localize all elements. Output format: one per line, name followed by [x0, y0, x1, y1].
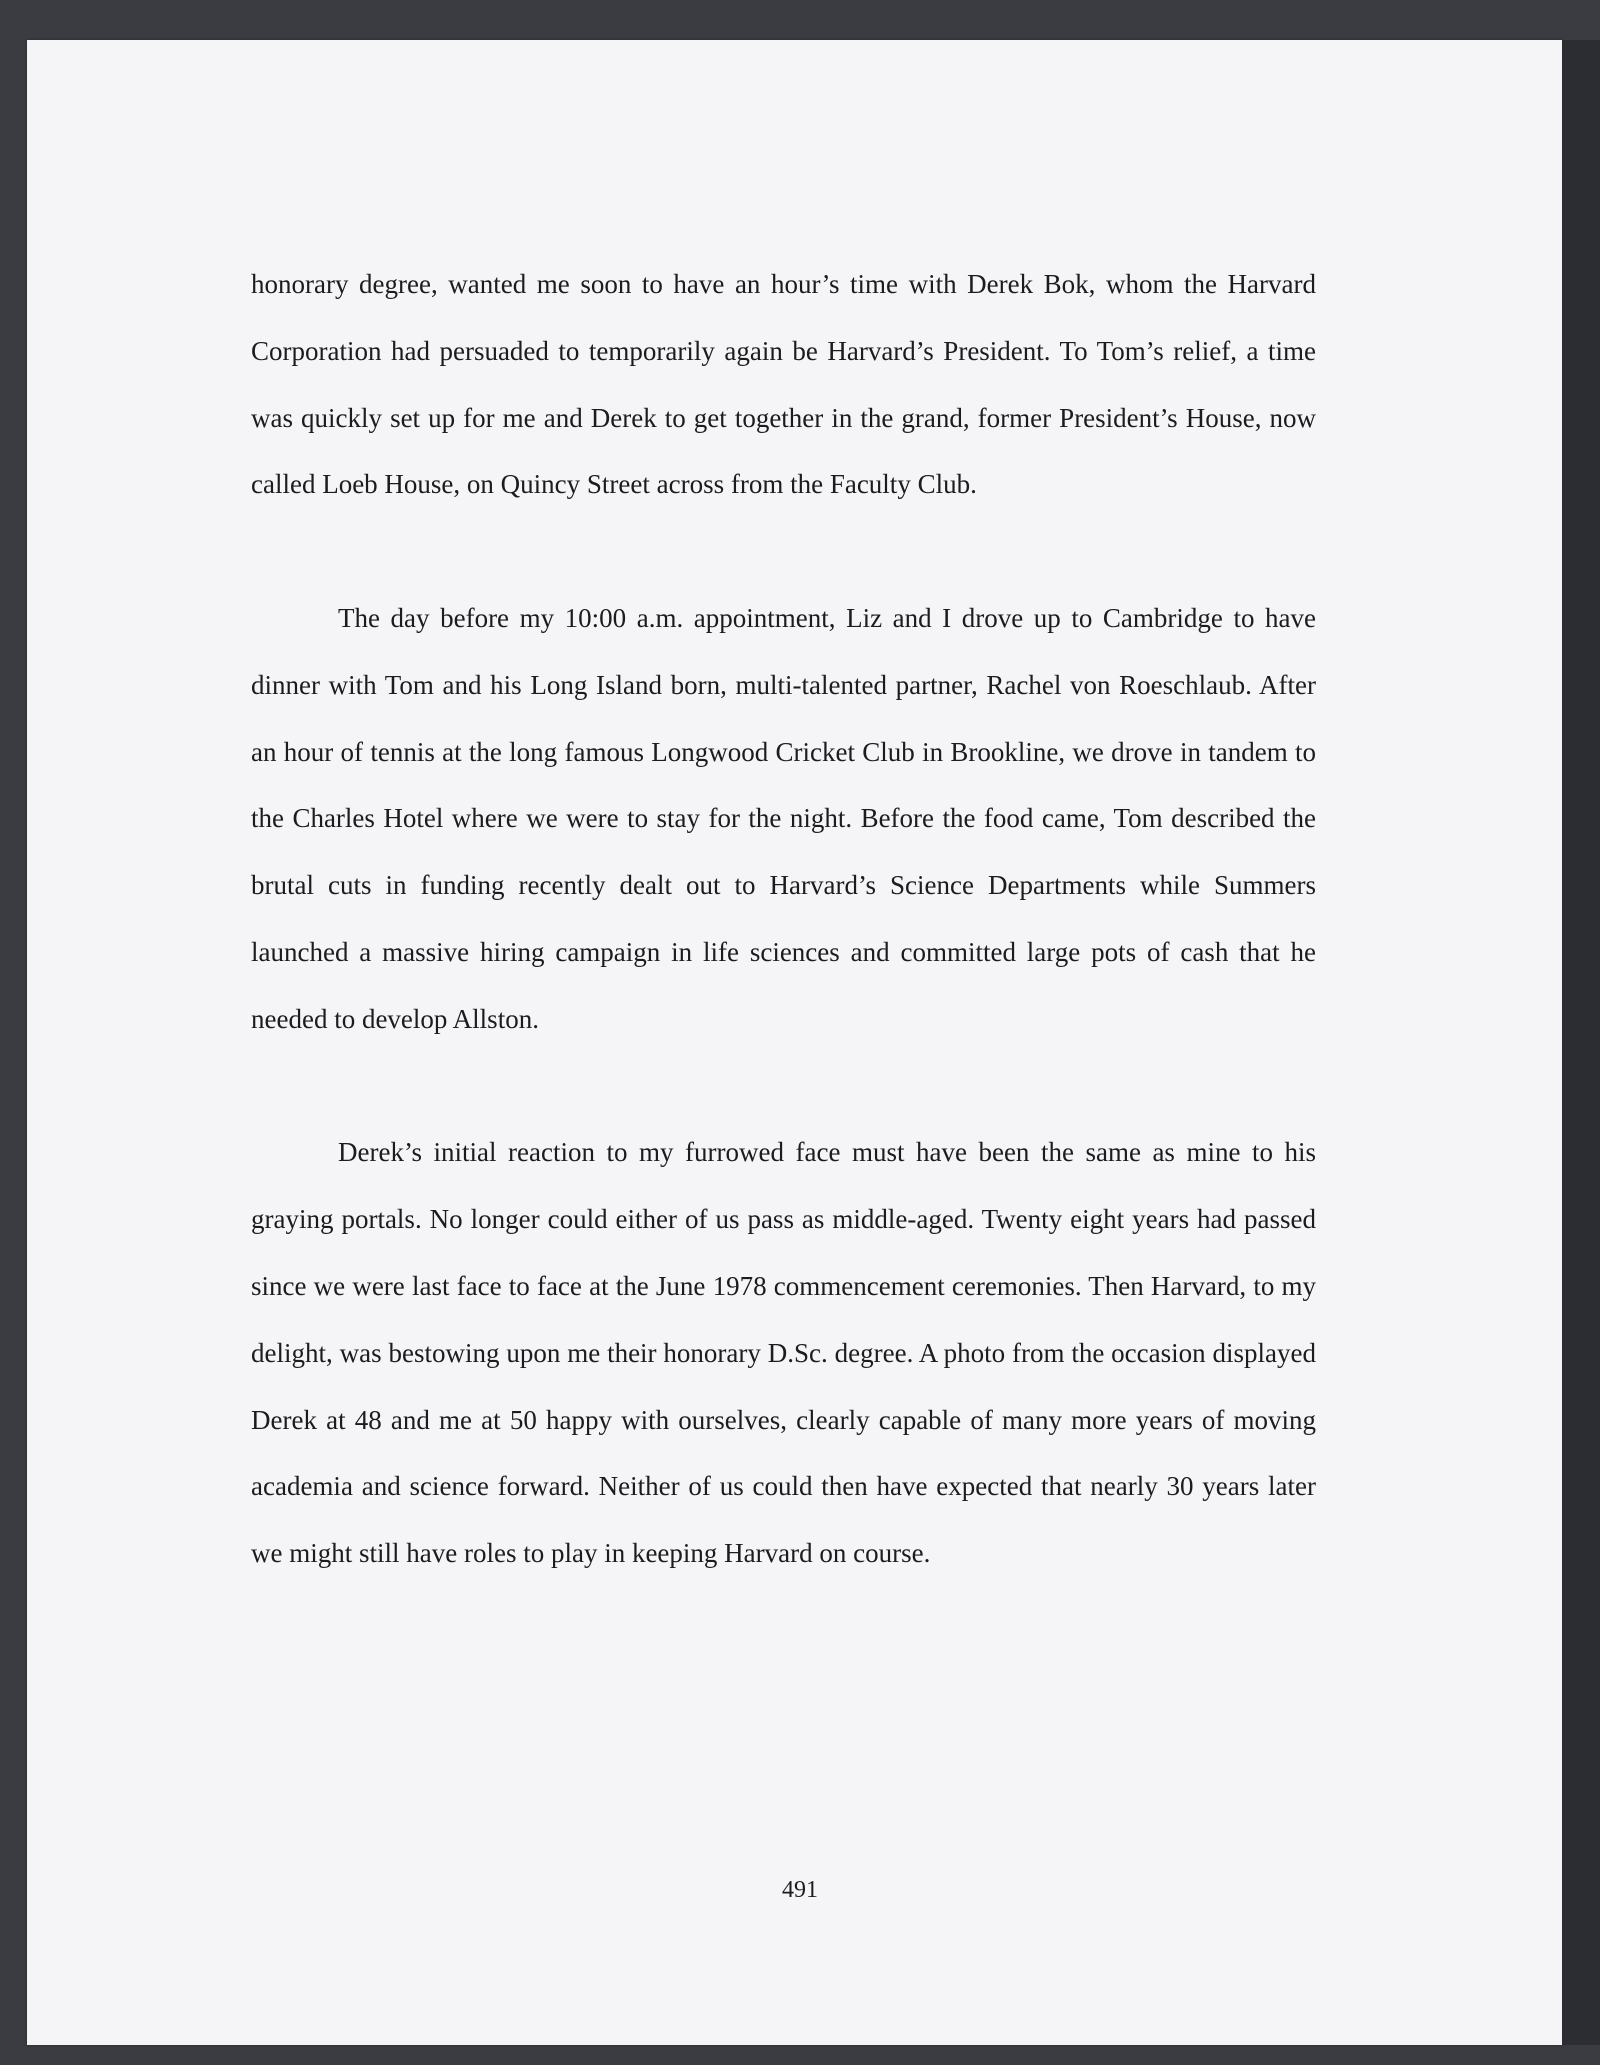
page-edge: [1562, 40, 1600, 2045]
paragraph-2: The day before my 10:00 a.m. appointment, Liz and I drove up to Cambridge to have dinner with Tom and his Long Island born, multi-talented partner, Rachel von Roeschlaub. After an hour of tennis at the long famous Longwood Cricket Club in Brookline, we drove in tandem to the Charles Hotel where we were to stay for the night. Before the food came, Tom described the brutal cuts in funding recently dealt out to Harvard’s Science Departments while Summers launched a massive hiring campaign in life sciences and committed large pots of cash that he needed to develop Allston.: [251, 602, 1316, 1034]
paragraph-3: Derek’s initial reaction to my furrowed face must have been the same as mine to his graying portals. No longer could either of us pass as middle-aged. Twenty eight years had passed since we were last face to face at the June 1978 commencement ceremonies. Then Harvard, to my delight, was bestowing upon me their honorary D.Sc. degree. A photo from the occasion displayed Derek at 48 and me at 50 happy with ourselves, clearly capable of many more years of moving academia and science forward. Neither of us could then have expected that nearly 30 years later we might still have roles to play in keeping Harvard on course.: [251, 1137, 1316, 1569]
body-text: [251, 251, 1316, 1587]
paragraph-1: honorary degree, wanted me soon to have an hour’s time with Derek Bok, whom the Harvard Corporation had persuaded to temporarily again be Harvard’s President. To Tom’s relief, a time was quickly set up for me and Derek to get together in the grand, former President’s House, now called Loeb House, on Quincy Street across from the Faculty Club.: [251, 269, 1316, 500]
page-number: 491: [782, 1877, 818, 1903]
